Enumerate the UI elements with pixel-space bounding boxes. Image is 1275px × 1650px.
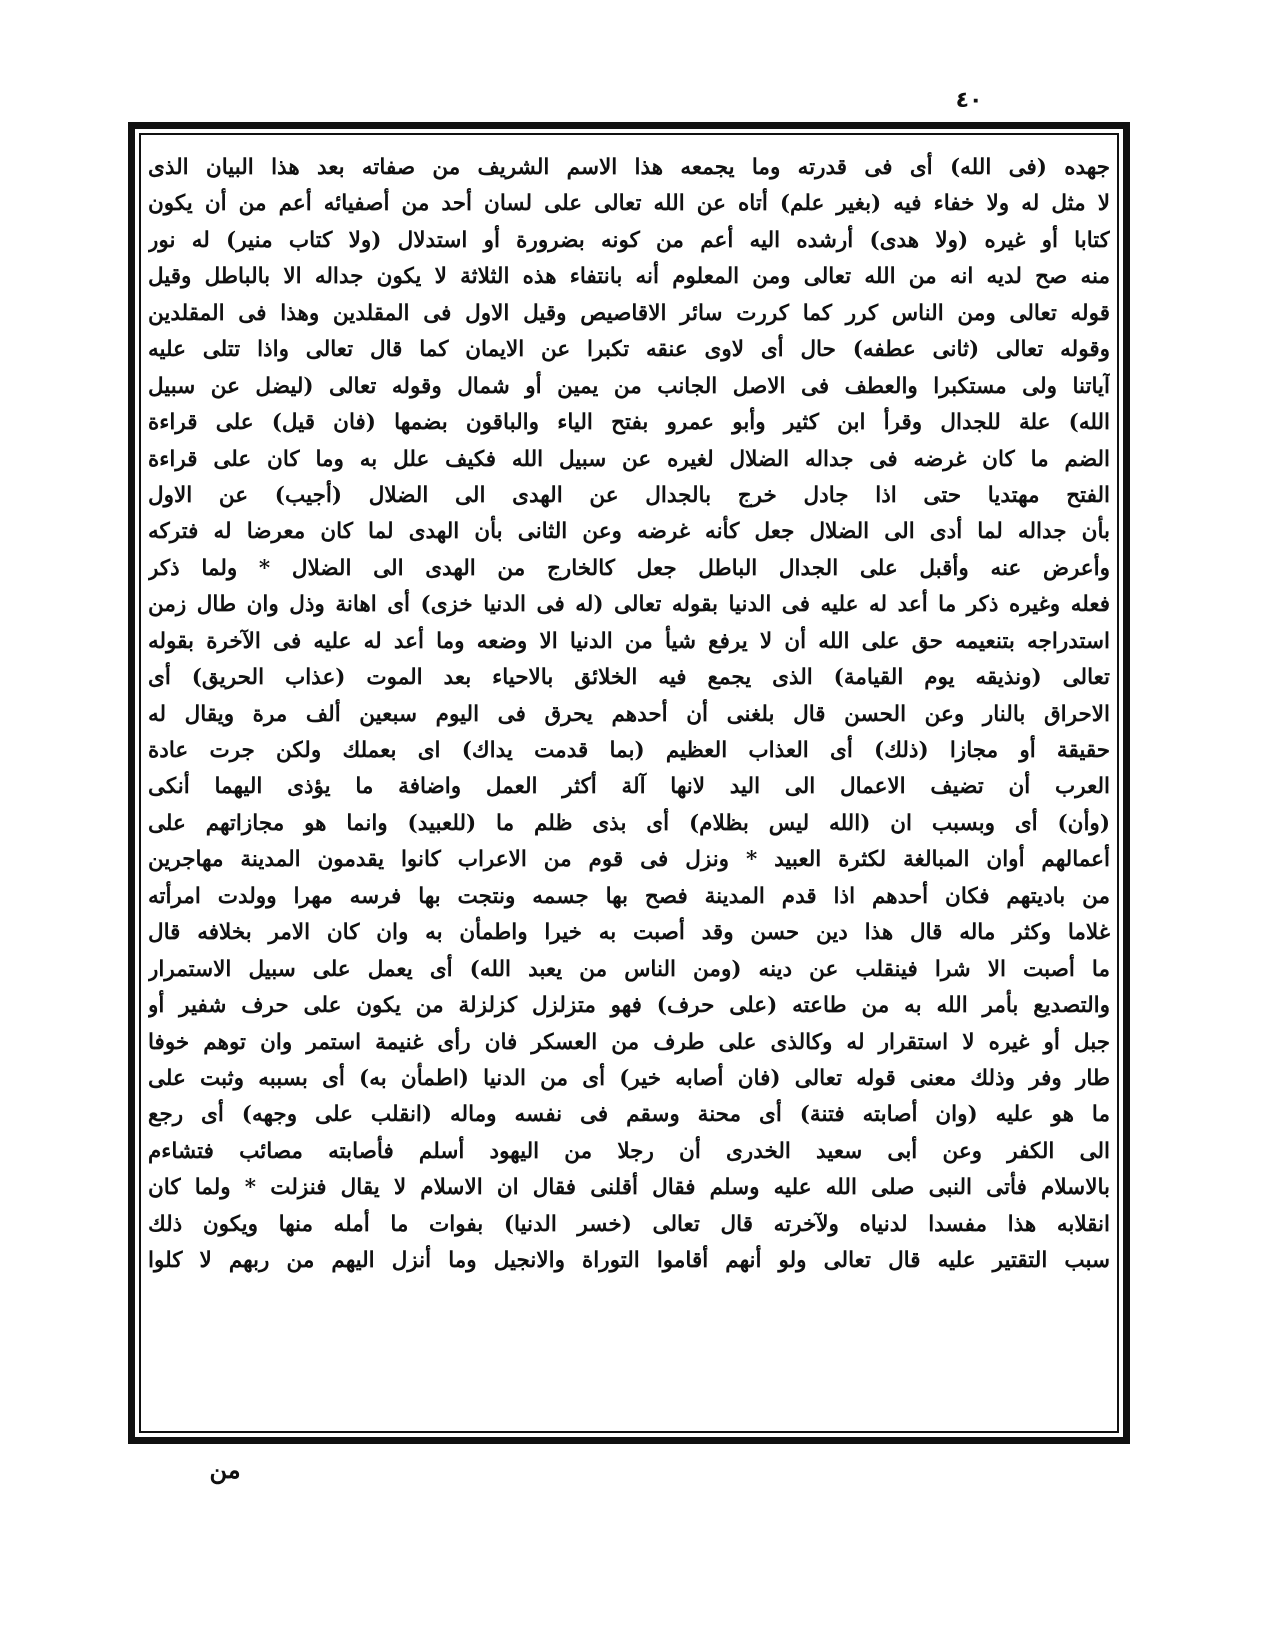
text-line: بأن جداله لما أدى الى الضلال جعل كأنه غرضه وعن الثانى بأن الهدى لما كان معرضا له فتركه <box>148 519 1110 545</box>
text-line: تعالى (ونذيقه يوم القيامة) الذى يجمع فيه الخلائق بالاحياء بعد الموت (عذاب الحريق) أى <box>148 665 1110 691</box>
text-line: انقلابه هذا مفسدا لدنياه ولآخرته قال تعالى (خسر الدنيا) بفوات ما أمله منها ويكون ذلك <box>148 1211 1110 1237</box>
text-line: وقوله تعالى (ثانى عطفه) حال أى لاوى عنقه تكبرا عن الايمان كما قال تعالى واذا تتلى عليه <box>148 337 1110 363</box>
page-number: ٤٠ <box>955 88 983 113</box>
text-line: الفتح مهتديا حتى اذا جادل خرج بالجدال عن الهدى الى الضلال (أجيب) عن الاول <box>148 482 1110 508</box>
text-line: من باديتهم فكان أحدهم اذا قدم المدينة فصح بها جسمه ونتجت بها فرسه مهرا وولدت امرأته <box>148 883 1110 909</box>
text-line: سبب التقتير عليه قال تعالى ولو أنهم أقاموا التوراة والانجيل وما أنزل اليهم من ربهم لا كلوا <box>148 1248 1110 1274</box>
text-line: وأعرض عنه وأقبل على الجدال الباطل جعل كالخارج من الهدى الى الضلال * ولما ذكر <box>148 555 1110 581</box>
text-line: طار وفر وذلك معنى قوله تعالى (فان أصابه خير) أى من الدنيا (اطمأن به) أى بسببه وثبت على <box>148 1065 1110 1091</box>
text-line: لا مثل له ولا خفاء فيه (بغير علم) أتاه عن الله تعالى على لسان أحد من أصفيائه أعم من أن يكون <box>148 191 1110 217</box>
text-line: الضم ما كان غرضه فى جداله الضلال لغيره عن سبيل الله فكيف علل به وما كان على قراءة <box>148 446 1110 472</box>
text-line: أعمالهم أوان المبالغة لكثرة العبيد * ونزل فى قوم من الاعراب كانوا يقدمون المدينة مهاجرين <box>148 847 1110 873</box>
text-line: كتابا أو غيره (ولا هدى) أرشده اليه أعم من كونه بضرورة أو استدلال (ولا كتاب منير) له نور <box>148 227 1110 253</box>
text-line: فعله وغيره ذكر ما أعد له عليه فى الدنيا بقوله تعالى (له فى الدنيا خزى) أى اهانة وذل وان طال زمن <box>148 592 1110 618</box>
text-line: والتصديع بأمر الله به من طاعته (على حرف) فهو متزلزل كزلزلة من يكون على حرف شفير أو <box>148 993 1110 1019</box>
text-line: ما أصبت الا شرا فينقلب عن دينه (ومن الناس من يعبد الله) أى يعمل على سبيل الاستمرار <box>148 956 1110 982</box>
text-line: غلاما وكثر ماله قال هذا دين حسن وقد أصبت به خيرا واطمأن به وان كان الامر بخلافه قال <box>148 920 1110 946</box>
text-line: الى الكفر وعن أبى سعيد الخدرى أن رجلا من اليهود أسلم فأصابته مصائب فتشاءم <box>148 1138 1110 1164</box>
catchword: من <box>209 1455 241 1484</box>
text-line: العرب أن تضيف الاعمال الى اليد لانها آلة أكثر العمل واضافة ما يؤذى اليهما أنكى <box>148 774 1110 800</box>
text-line: حقيقة أو مجازا (ذلك) أى العذاب العظيم (بما قدمت يداك) اى بعملك ولكن جرت عادة <box>148 738 1110 763</box>
text-line: قوله تعالى ومن الناس كرر كما كررت سائر الاقاصيص وقيل الاول فى المقلدين وهذا فى المقلدين <box>148 300 1110 326</box>
text-line: الاحراق بالنار وعن الحسن قال بلغنى أن أحدهم يحرق فى اليوم سبعين ألف مرة ويقال له <box>148 701 1110 727</box>
text-line: جبل أو غيره لا استقرار له وكالذى على طرف من العسكر فان رأى غنيمة استمر وان توهم خوفا <box>148 1029 1110 1055</box>
body-text <box>148 150 1110 1428</box>
text-line: منه صح لديه انه من الله تعالى ومن المعلوم أنه بانتفاء هذه الثلاثة لا يكون جداله الا بالباطل وقيل <box>148 264 1110 290</box>
text-line: آياتنا ولى مستكبرا والعطف فى الاصل الجانب من يمين أو شمال وقوله تعالى (ليضل عن سبيل <box>148 373 1110 399</box>
text-line: (وأن) أى وبسبب ان (الله ليس بظلام) أى بذى ظلم ما (للعبيد) وانما هو مجازاتهم على <box>148 810 1110 836</box>
text-line: بالاسلام فأتى النبى صلى الله عليه وسلم فقال أقلنى فقال ان الاسلام لا يقال فنزلت * ولما كان <box>148 1175 1110 1201</box>
text-line: جهده (فى الله) أى فى قدرته وما يجمعه هذا الاسم الشريف من صفاته بعد هذا البيان الذى <box>148 155 1110 180</box>
text-line: الله) علة للجدال وقرأ ابن كثير وأبو عمرو بفتح الياء والباقون بضمها (فان قيل) على قراءة <box>148 410 1110 436</box>
text-line: استدراجه بتنعيمه حق على الله أن لا يرفع شيأ من الدنيا الا وضعه وما أعد له عليه فى الآخرة بقوله <box>148 628 1110 654</box>
text-line: ما هو عليه (وان أصابته فتنة) أى محنة وسقم فى نفسه وماله (انقلب على وجهه) أى رجع <box>148 1102 1110 1128</box>
